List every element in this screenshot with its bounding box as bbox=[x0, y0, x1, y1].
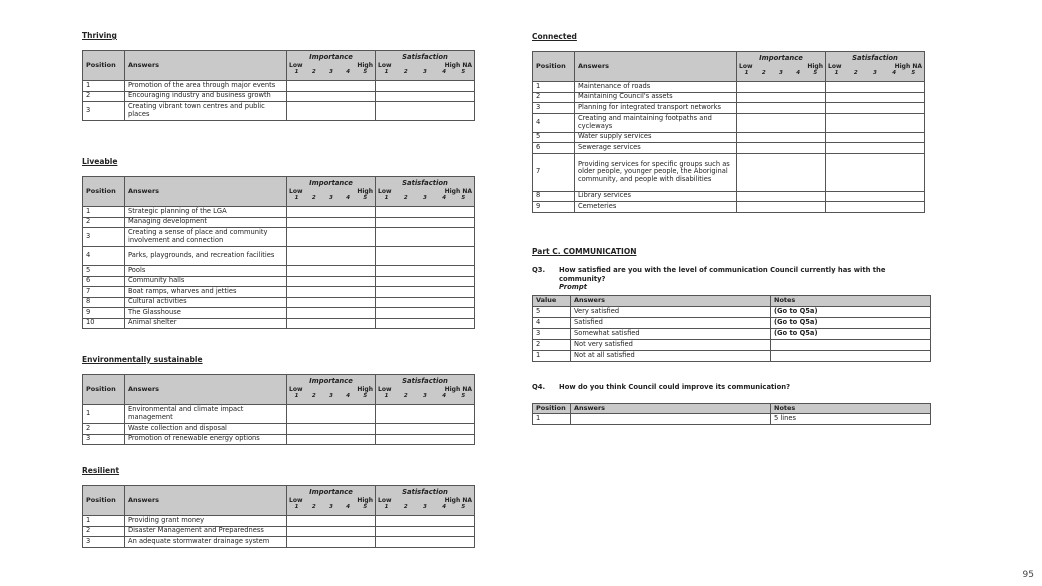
table-row bbox=[83, 266, 475, 277]
q3-header-value: Value bbox=[533, 296, 571, 307]
scale-number: 4 bbox=[346, 69, 351, 76]
table-row bbox=[83, 287, 475, 298]
section-title-liveable: Liveable bbox=[82, 157, 118, 166]
satisfaction-rating-cell[interactable] bbox=[376, 228, 475, 247]
scale-number: 4 bbox=[796, 70, 801, 77]
satisfaction-rating-cell[interactable] bbox=[826, 153, 925, 191]
scale-number: 5 bbox=[461, 393, 466, 400]
scale-low-label: Low bbox=[828, 62, 842, 70]
importance-label: Importance bbox=[309, 53, 353, 62]
table-row bbox=[533, 351, 931, 362]
scale-number: 3 bbox=[423, 195, 427, 202]
scale-number: 3 bbox=[329, 69, 333, 76]
table-connected bbox=[532, 51, 925, 213]
table-liveable bbox=[82, 176, 475, 329]
row-note bbox=[771, 340, 931, 351]
importance-rating-cell[interactable] bbox=[737, 113, 826, 132]
scale-low-label: Low bbox=[289, 496, 303, 504]
importance-rating-cell[interactable] bbox=[287, 81, 376, 92]
satisfaction-rating-cell[interactable] bbox=[376, 526, 475, 537]
satisfaction-rating-cell[interactable] bbox=[376, 434, 475, 445]
header-answers: Answers bbox=[125, 51, 287, 81]
scale-number: 4 bbox=[442, 393, 447, 400]
row-position: 1 bbox=[83, 207, 125, 218]
satisfaction-rating-cell[interactable] bbox=[376, 247, 475, 266]
section-title-thriving: Thriving bbox=[82, 31, 117, 40]
row-position: 3 bbox=[83, 228, 125, 247]
scale-number: 2 bbox=[311, 69, 316, 76]
scale-number: 4 bbox=[346, 195, 351, 202]
table-row bbox=[533, 191, 925, 202]
row-position: 3 bbox=[83, 434, 125, 445]
header-position: Position bbox=[83, 486, 125, 516]
scale-number: 2 bbox=[403, 393, 408, 400]
q4-header-notes: Notes bbox=[771, 404, 931, 414]
table-row bbox=[83, 297, 475, 308]
importance-label: Importance bbox=[759, 54, 803, 63]
q3-text: How satisfied are you with the level of communication Council currently has with the community? bbox=[559, 266, 886, 283]
importance-label: Importance bbox=[309, 488, 353, 497]
scale-high-label: High bbox=[357, 385, 373, 393]
row-position: 7 bbox=[533, 153, 575, 191]
table-row bbox=[83, 405, 475, 424]
row-value: 1 bbox=[533, 351, 571, 362]
section-title-environment: Environmentally sustainable bbox=[82, 355, 203, 364]
q3-header-answers: Answers bbox=[571, 296, 771, 307]
row-value: 2 bbox=[533, 340, 571, 351]
header-position: Position bbox=[83, 177, 125, 207]
scale-number: 5 bbox=[363, 69, 368, 76]
row-position: 2 bbox=[83, 424, 125, 435]
table-row bbox=[83, 537, 475, 548]
table-row bbox=[533, 103, 925, 114]
row-value: 5 bbox=[533, 307, 571, 318]
scale-high-label: High NA bbox=[444, 496, 472, 504]
scale-number: 5 bbox=[911, 70, 916, 77]
satisfaction-rating-cell[interactable] bbox=[826, 113, 925, 132]
row-position: 3 bbox=[533, 103, 575, 114]
scale-number: 1 bbox=[384, 393, 389, 400]
importance-rating-cell[interactable] bbox=[287, 276, 376, 287]
importance-rating-cell[interactable] bbox=[287, 405, 376, 424]
scale-number: 2 bbox=[311, 195, 316, 202]
satisfaction-rating-cell[interactable] bbox=[826, 103, 925, 114]
satisfaction-rating-cell[interactable] bbox=[376, 405, 475, 424]
scale-number: 5 bbox=[363, 504, 368, 511]
row-position: 2 bbox=[83, 217, 125, 228]
row-position: 2 bbox=[83, 91, 125, 102]
satisfaction-rating-cell[interactable] bbox=[376, 207, 475, 218]
row-position: 5 bbox=[533, 132, 575, 143]
satisfaction-rating-cell[interactable] bbox=[376, 81, 475, 92]
scale-number: 2 bbox=[311, 393, 316, 400]
header-satisfaction bbox=[376, 375, 475, 405]
row-answer: Strategic planning of the LGA bbox=[125, 207, 287, 218]
satisfaction-rating-cell[interactable] bbox=[376, 308, 475, 319]
scale-number: 3 bbox=[423, 393, 427, 400]
row-position: 9 bbox=[533, 202, 575, 213]
scale-low-label: Low bbox=[739, 62, 753, 70]
importance-rating-cell[interactable] bbox=[287, 217, 376, 228]
row-answer: Maintenance of roads bbox=[575, 82, 737, 93]
table-row bbox=[533, 329, 931, 340]
table-row bbox=[83, 516, 475, 527]
row-answer[interactable]: Somewhat satisfied bbox=[571, 329, 771, 340]
header-importance bbox=[287, 177, 376, 207]
row-answer: Providing grant money bbox=[125, 516, 287, 527]
satisfaction-label: Satisfaction bbox=[852, 54, 898, 63]
row-answer: Promotion of renewable energy options bbox=[125, 434, 287, 445]
importance-label: Importance bbox=[309, 377, 353, 386]
scale-number: 3 bbox=[873, 70, 877, 77]
row-answer: Community halls bbox=[125, 276, 287, 287]
scale-number: 5 bbox=[461, 69, 466, 76]
scale-number: 1 bbox=[384, 69, 389, 76]
scale-low-label: Low bbox=[378, 496, 392, 504]
row-answer[interactable]: Not very satisfied bbox=[571, 340, 771, 351]
importance-rating-cell[interactable] bbox=[737, 153, 826, 191]
part-c-title: Part C. COMMUNICATION bbox=[532, 247, 637, 256]
scale-number: 1 bbox=[384, 504, 389, 511]
row-answer: Cemeteries bbox=[575, 202, 737, 213]
row-position: 4 bbox=[533, 113, 575, 132]
scale-low-label: Low bbox=[378, 187, 392, 195]
scale-high-label: High bbox=[807, 62, 823, 70]
importance-rating-cell[interactable] bbox=[287, 308, 376, 319]
header-position: Position bbox=[83, 51, 125, 81]
row-position: 1 bbox=[533, 414, 571, 425]
row-position: 1 bbox=[83, 516, 125, 527]
scale-number: 1 bbox=[294, 393, 299, 400]
row-position: 4 bbox=[83, 247, 125, 266]
row-position: 1 bbox=[83, 405, 125, 424]
scale-number: 5 bbox=[461, 504, 466, 511]
row-position: 8 bbox=[533, 191, 575, 202]
table-row bbox=[533, 132, 925, 143]
table-row bbox=[83, 308, 475, 319]
header-answers: Answers bbox=[125, 177, 287, 207]
row-position: 10 bbox=[83, 318, 125, 329]
satisfaction-rating-cell[interactable] bbox=[376, 102, 475, 121]
header-satisfaction bbox=[376, 51, 475, 81]
importance-rating-cell[interactable] bbox=[287, 266, 376, 277]
scale-number: 1 bbox=[294, 195, 299, 202]
header-importance bbox=[737, 52, 826, 82]
table-row bbox=[83, 434, 475, 445]
table-row bbox=[83, 207, 475, 218]
satisfaction-rating-cell[interactable] bbox=[826, 202, 925, 213]
importance-rating-cell[interactable] bbox=[737, 92, 826, 103]
scale-number: 3 bbox=[779, 70, 783, 77]
importance-rating-cell[interactable] bbox=[287, 287, 376, 298]
header-satisfaction bbox=[826, 52, 925, 82]
scale-high-label: High NA bbox=[444, 187, 472, 195]
row-position: 3 bbox=[83, 102, 125, 121]
satisfaction-rating-cell[interactable] bbox=[376, 516, 475, 527]
scale-number: 5 bbox=[461, 195, 466, 202]
row-answer: Boat ramps, wharves and jetties bbox=[125, 287, 287, 298]
row-answer: Parks, playgrounds, and recreation facilities bbox=[125, 247, 287, 266]
importance-rating-cell[interactable] bbox=[287, 247, 376, 266]
satisfaction-label: Satisfaction bbox=[402, 179, 448, 188]
satisfaction-label: Satisfaction bbox=[402, 488, 448, 497]
satisfaction-rating-cell[interactable] bbox=[376, 217, 475, 228]
table-q4 bbox=[532, 403, 931, 425]
row-answer: Cultural activities bbox=[125, 297, 287, 308]
row-position: 8 bbox=[83, 297, 125, 308]
row-answer: Pools bbox=[125, 266, 287, 277]
table-thriving bbox=[82, 50, 475, 121]
satisfaction-rating-cell[interactable] bbox=[376, 297, 475, 308]
header-satisfaction bbox=[376, 177, 475, 207]
header-satisfaction bbox=[376, 486, 475, 516]
scale-number: 4 bbox=[892, 70, 897, 77]
q4-header-answers: Answers bbox=[571, 404, 771, 414]
row-position: 6 bbox=[533, 143, 575, 154]
importance-rating-cell[interactable] bbox=[287, 434, 376, 445]
q4-number: Q4. bbox=[532, 383, 546, 391]
row-position: 6 bbox=[83, 276, 125, 287]
row-answer: The Glasshouse bbox=[125, 308, 287, 319]
importance-rating-cell[interactable] bbox=[287, 91, 376, 102]
row-answer: Disaster Management and Preparedness bbox=[125, 526, 287, 537]
row-position: 1 bbox=[83, 81, 125, 92]
scale-low-label: Low bbox=[289, 187, 303, 195]
row-answer[interactable]: Not at all satisfied bbox=[571, 351, 771, 362]
header-position: Position bbox=[83, 375, 125, 405]
header-answers: Answers bbox=[125, 486, 287, 516]
scale-number: 1 bbox=[294, 69, 299, 76]
scale-low-label: Low bbox=[289, 385, 303, 393]
scale-high-label: High NA bbox=[444, 61, 472, 69]
scale-high-label: High bbox=[357, 61, 373, 69]
scale-high-label: High NA bbox=[894, 62, 922, 70]
scale-low-label: Low bbox=[289, 61, 303, 69]
scale-number: 4 bbox=[442, 195, 447, 202]
importance-rating-cell[interactable] bbox=[287, 207, 376, 218]
row-answer: Planning for integrated transport networks bbox=[575, 103, 737, 114]
row-answer: Providing services for specific groups such as older people, younger people, the Aboriginal community, and people with disabilities bbox=[575, 153, 737, 191]
importance-rating-cell[interactable] bbox=[737, 132, 826, 143]
scale-number: 5 bbox=[813, 70, 818, 77]
satisfaction-rating-cell[interactable] bbox=[826, 92, 925, 103]
importance-rating-cell[interactable] bbox=[287, 318, 376, 329]
satisfaction-rating-cell[interactable] bbox=[376, 537, 475, 548]
row-note: (Go to Q5a) bbox=[771, 318, 931, 329]
table-row bbox=[83, 81, 475, 92]
row-answer: Library services bbox=[575, 191, 737, 202]
importance-rating-cell[interactable] bbox=[287, 424, 376, 435]
section-title-connected: Connected bbox=[532, 32, 577, 41]
satisfaction-rating-cell[interactable] bbox=[826, 82, 925, 93]
satisfaction-label: Satisfaction bbox=[402, 53, 448, 62]
row-answer[interactable] bbox=[571, 414, 771, 425]
row-answer: Water supply services bbox=[575, 132, 737, 143]
table-row bbox=[533, 307, 931, 318]
importance-rating-cell[interactable] bbox=[737, 191, 826, 202]
row-position: 2 bbox=[83, 526, 125, 537]
scale-number: 3 bbox=[423, 69, 427, 76]
table-resilient bbox=[82, 485, 475, 548]
header-answers: Answers bbox=[125, 375, 287, 405]
header-position: Position bbox=[533, 52, 575, 82]
table-environment bbox=[82, 374, 475, 445]
scale-number: 2 bbox=[403, 504, 408, 511]
page-number: 95 bbox=[1022, 570, 1034, 580]
importance-rating-cell[interactable] bbox=[287, 516, 376, 527]
importance-rating-cell[interactable] bbox=[287, 102, 376, 121]
row-answer: Managing development bbox=[125, 217, 287, 228]
row-answer: Promotion of the area through major events bbox=[125, 81, 287, 92]
row-value: 4 bbox=[533, 318, 571, 329]
scale-number: 1 bbox=[744, 70, 749, 77]
table-row bbox=[83, 247, 475, 266]
satisfaction-rating-cell[interactable] bbox=[376, 276, 475, 287]
scale-number: 2 bbox=[403, 69, 408, 76]
table-q3 bbox=[532, 295, 931, 362]
table-row bbox=[83, 217, 475, 228]
row-answer: An adequate stormwater drainage system bbox=[125, 537, 287, 548]
scale-number: 4 bbox=[442, 69, 447, 76]
table-row bbox=[83, 228, 475, 247]
row-note bbox=[771, 351, 931, 362]
scale-number: 5 bbox=[363, 393, 368, 400]
importance-label: Importance bbox=[309, 179, 353, 188]
table-row bbox=[533, 113, 925, 132]
importance-rating-cell[interactable] bbox=[737, 202, 826, 213]
scale-number: 4 bbox=[346, 504, 351, 511]
importance-rating-cell[interactable] bbox=[737, 103, 826, 114]
row-answer: Encouraging industry and business growth bbox=[125, 91, 287, 102]
scale-number: 5 bbox=[363, 195, 368, 202]
row-position: 2 bbox=[533, 92, 575, 103]
table-row bbox=[533, 153, 925, 191]
row-answer[interactable]: Satisfied bbox=[571, 318, 771, 329]
table-row bbox=[533, 414, 931, 425]
row-note: (Go to Q5a) bbox=[771, 307, 931, 318]
row-position: 3 bbox=[83, 537, 125, 548]
scale-number: 1 bbox=[834, 70, 839, 77]
row-answer: Creating vibrant town centres and public places bbox=[125, 102, 287, 121]
satisfaction-rating-cell[interactable] bbox=[376, 266, 475, 277]
importance-rating-cell[interactable] bbox=[287, 526, 376, 537]
q4-text: How do you think Council could improve its communication? bbox=[559, 383, 791, 391]
scale-high-label: High bbox=[357, 496, 373, 504]
table-row bbox=[83, 102, 475, 121]
row-position: 9 bbox=[83, 308, 125, 319]
scale-high-label: High NA bbox=[444, 385, 472, 393]
header-importance bbox=[287, 51, 376, 81]
importance-rating-cell[interactable] bbox=[287, 297, 376, 308]
row-answer[interactable]: Very satisfied bbox=[571, 307, 771, 318]
row-value: 3 bbox=[533, 329, 571, 340]
table-row bbox=[533, 318, 931, 329]
row-note: (Go to Q5a) bbox=[771, 329, 931, 340]
scale-low-label: Low bbox=[378, 61, 392, 69]
scale-number: 2 bbox=[403, 195, 408, 202]
table-row bbox=[83, 276, 475, 287]
table-row bbox=[83, 424, 475, 435]
scale-number: 3 bbox=[423, 504, 427, 511]
scale-number: 2 bbox=[311, 504, 316, 511]
satisfaction-rating-cell[interactable] bbox=[826, 132, 925, 143]
table-row bbox=[533, 82, 925, 93]
row-position: 7 bbox=[83, 287, 125, 298]
row-answer: Maintaining Council's assets bbox=[575, 92, 737, 103]
scale-number: 1 bbox=[294, 504, 299, 511]
satisfaction-rating-cell[interactable] bbox=[376, 91, 475, 102]
row-answer: Creating and maintaining footpaths and cycleways bbox=[575, 113, 737, 132]
importance-rating-cell[interactable] bbox=[737, 143, 826, 154]
row-answer: Environmental and climate impact management bbox=[125, 405, 287, 424]
satisfaction-rating-cell[interactable] bbox=[376, 318, 475, 329]
scale-number: 2 bbox=[761, 70, 766, 77]
row-answer: Waste collection and disposal bbox=[125, 424, 287, 435]
row-answer: Animal shelter bbox=[125, 318, 287, 329]
table-row bbox=[533, 143, 925, 154]
scale-high-label: High bbox=[357, 187, 373, 195]
q3-number: Q3. bbox=[532, 266, 546, 274]
importance-rating-cell[interactable] bbox=[287, 228, 376, 247]
section-title-resilient: Resilient bbox=[82, 466, 120, 475]
satisfaction-rating-cell[interactable] bbox=[826, 143, 925, 154]
satisfaction-rating-cell[interactable] bbox=[376, 424, 475, 435]
q3-header-notes: Notes bbox=[771, 296, 931, 307]
row-position: 5 bbox=[83, 266, 125, 277]
question-q3 bbox=[532, 266, 930, 291]
table-row bbox=[83, 91, 475, 102]
q3-prompt: Prompt bbox=[559, 283, 587, 291]
table-row bbox=[533, 92, 925, 103]
row-answer: Creating a sense of place and community involvement and connection bbox=[125, 228, 287, 247]
row-position: 1 bbox=[533, 82, 575, 93]
satisfaction-label: Satisfaction bbox=[402, 377, 448, 386]
scale-low-label: Low bbox=[378, 385, 392, 393]
row-answer: Sewerage services bbox=[575, 143, 737, 154]
row-note: 5 lines bbox=[771, 414, 931, 425]
satisfaction-rating-cell[interactable] bbox=[376, 287, 475, 298]
header-answers: Answers bbox=[575, 52, 737, 82]
importance-rating-cell[interactable] bbox=[737, 82, 826, 93]
scale-number: 1 bbox=[384, 195, 389, 202]
scale-number: 3 bbox=[329, 195, 333, 202]
table-row bbox=[533, 202, 925, 213]
scale-number: 4 bbox=[442, 504, 447, 511]
scale-number: 3 bbox=[329, 504, 333, 511]
header-importance bbox=[287, 375, 376, 405]
scale-number: 3 bbox=[329, 393, 333, 400]
table-row bbox=[83, 526, 475, 537]
importance-rating-cell[interactable] bbox=[287, 537, 376, 548]
q4-header-position: Position bbox=[533, 404, 571, 414]
table-row bbox=[83, 318, 475, 329]
scale-number: 2 bbox=[853, 70, 858, 77]
header-importance bbox=[287, 486, 376, 516]
table-row bbox=[533, 340, 931, 351]
scale-number: 4 bbox=[346, 393, 351, 400]
satisfaction-rating-cell[interactable] bbox=[826, 191, 925, 202]
